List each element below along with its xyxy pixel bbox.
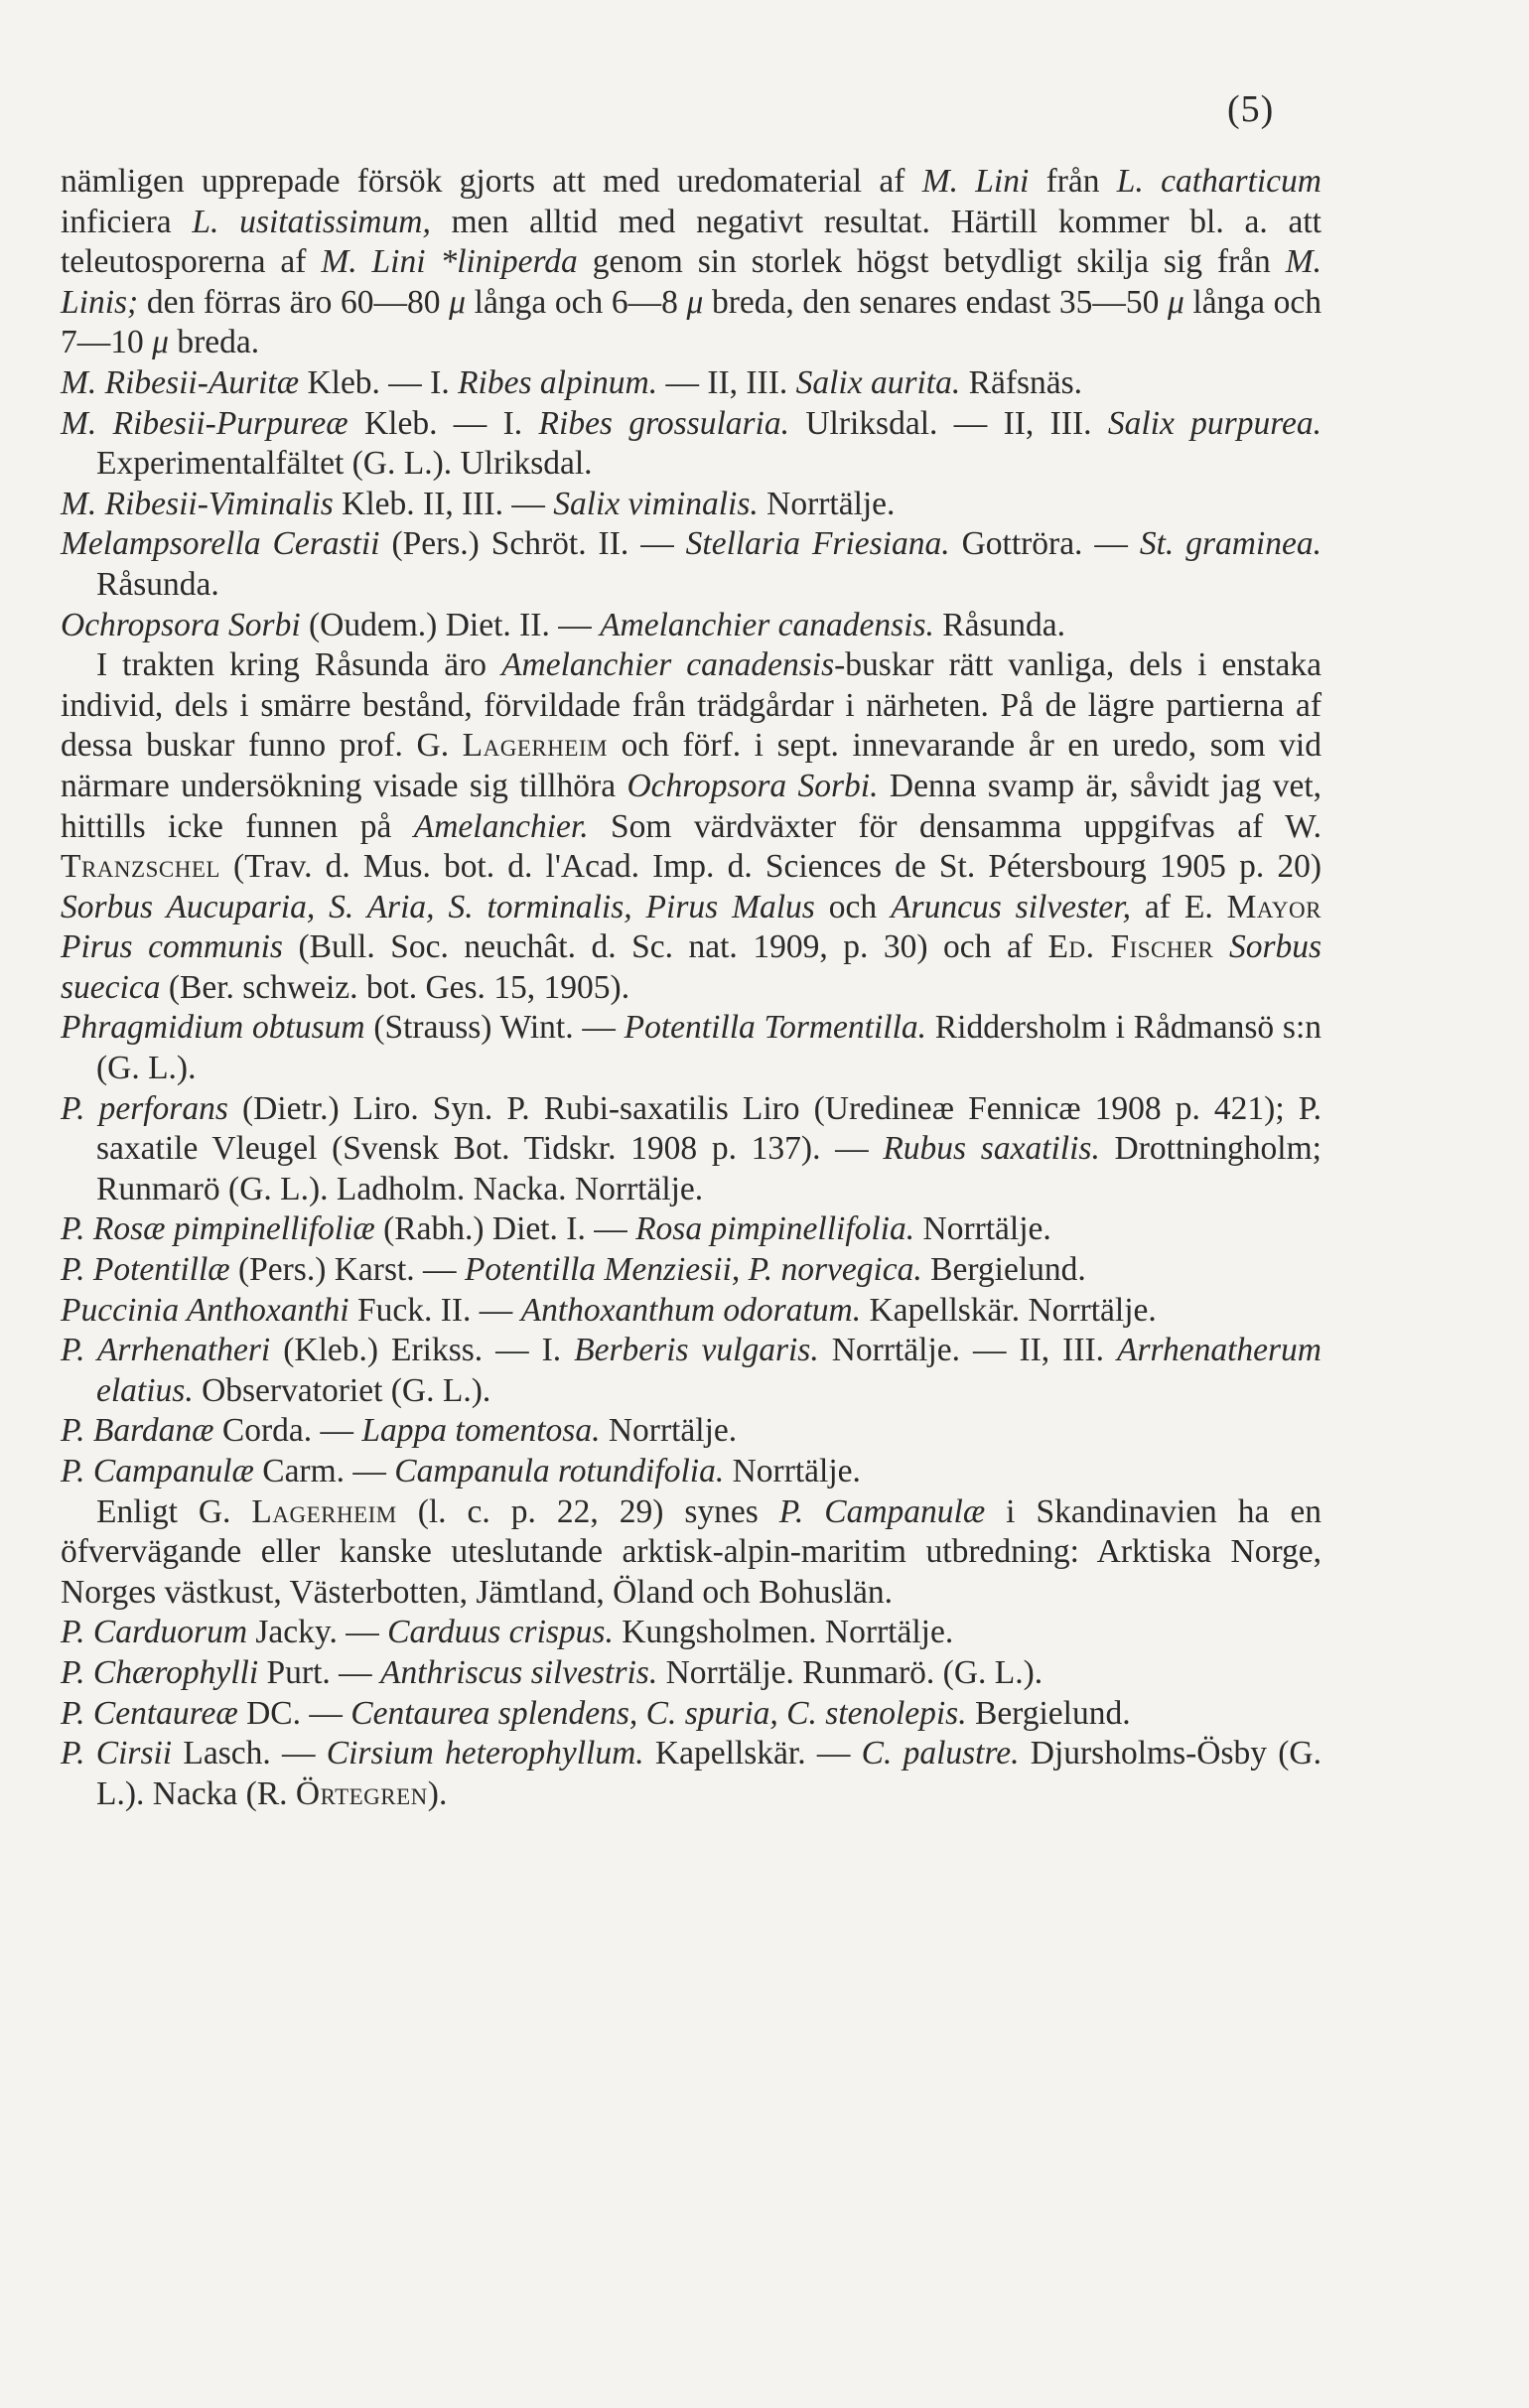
text-run: Norrtälje. <box>758 485 896 522</box>
italic-run: P. Chærophylli <box>61 1653 259 1691</box>
species-entry <box>61 1008 1321 1088</box>
italic-run: Aruncus silvester, <box>891 888 1131 925</box>
species-entry <box>61 1250 1321 1291</box>
text-run: Enligt G. <box>96 1492 252 1530</box>
italic-run: Ribes grossularia. <box>538 404 789 442</box>
text-run: Gottröra. — <box>949 525 1140 563</box>
italic-run: Anthoxanthum odoratum. <box>520 1291 862 1329</box>
italic-run: μ <box>449 283 466 321</box>
text-run: Kleb. II, III. — <box>333 485 554 522</box>
italic-run: Amelanchier. <box>413 807 589 845</box>
species-entry <box>61 1089 1321 1210</box>
italic-run: Anthriscus silvestris. <box>380 1653 658 1691</box>
text-run: (Bull. Soc. neuchât. d. Sc. nat. 1909, p. 30) och af <box>282 928 1048 966</box>
text-run: Som värdväxter för densamma uppgifvas af W. <box>588 807 1321 845</box>
italic-run: Potentilla Tormentilla. <box>624 1009 927 1047</box>
text-run: Kleb. — I. <box>348 404 539 442</box>
italic-run: Salix purpurea. <box>1107 404 1322 442</box>
text-run: (Kleb.) Erikss. — I. <box>270 1332 575 1369</box>
text-run: Djursholms-Ösby (G. L.). Nacka (R. <box>96 1735 1321 1812</box>
text-run: Experimentalfältet (G. L.). Ulriksdal. <box>96 445 593 483</box>
text-run: (Pers.) Karst. — <box>229 1251 465 1289</box>
text-run: Norrtälje. <box>914 1210 1051 1248</box>
italic-run: M. Lini <box>921 163 1030 200</box>
italic-run: P. Campanulæ <box>61 1453 254 1489</box>
text-run: (Oudem.) Diet. II. — <box>300 606 601 643</box>
italic-run: M. Ribesii-Purpureæ <box>61 404 348 442</box>
text-run: Kapellskär. Norrtälje. <box>861 1291 1157 1329</box>
species-entry <box>61 1734 1321 1814</box>
text-run: Purt. — <box>258 1653 381 1691</box>
text-run: (Pers.) Schröt. II. — <box>379 525 686 563</box>
italic-run: L. catharticum <box>1116 163 1321 200</box>
text-run: Råsunda. <box>933 606 1065 643</box>
paragraph <box>61 645 1321 1008</box>
italic-run: μ <box>152 324 169 361</box>
text-run: DC. — <box>237 1694 351 1732</box>
italic-run: Amelanchier canadensis <box>501 646 835 684</box>
text-run: -buskar rätt vanliga, dels i enstaka individ, dels i smärre bestånd, förvildade från trädgårdar i närheten. På de lägre partierna af dessa buskar funno prof. G. <box>61 646 1321 765</box>
text-run: långa och 7—10 <box>61 283 1321 361</box>
italic-run: M. Ribesii-Auritæ <box>61 363 300 401</box>
italic-run: P. Bardanæ <box>61 1412 214 1450</box>
text-run: Corda. — <box>213 1412 362 1450</box>
italic-run: C. palustre. <box>861 1735 1020 1772</box>
italic-run: P. Arrhenatheri <box>61 1332 271 1369</box>
italic-run: P. Carduorum <box>61 1614 248 1651</box>
text-run: ). <box>427 1774 448 1812</box>
text-run: nämligen upprepade försök gjorts att med uredomaterial af <box>61 163 922 200</box>
italic-run: St. graminea. <box>1139 525 1321 563</box>
species-entry <box>61 1653 1321 1694</box>
author-name: Lagerheim <box>462 727 608 765</box>
italic-run: Salix viminalis. <box>553 485 759 522</box>
author-name: Mayor <box>1226 888 1321 925</box>
italic-run: Berberis vulgaris. <box>574 1332 819 1369</box>
species-entry <box>61 1209 1321 1250</box>
italic-run: Amelanchier canadensis. <box>600 606 934 643</box>
text-run: Räfsnäs. <box>960 363 1083 401</box>
species-entry <box>61 1291 1321 1332</box>
text-run: Carm. — <box>253 1453 395 1489</box>
species-entry <box>61 606 1321 646</box>
author-name: Lagerheim <box>251 1492 397 1530</box>
text-run: Observatoriet (G. L.). <box>193 1371 491 1409</box>
italic-run: Salix aurita. <box>795 363 961 401</box>
text-run: den förras äro 60—80 <box>138 283 450 321</box>
text-run: — II, III. <box>657 363 796 401</box>
text-run: (Ber. schweiz. bot. Ges. 15, 1905). <box>160 968 630 1006</box>
text-run: och <box>814 888 892 925</box>
paragraph <box>61 1492 1321 1614</box>
species-entry <box>61 1694 1321 1735</box>
italic-run: Ochropsora Sorbi <box>61 606 301 643</box>
text-run: Bergielund. <box>921 1251 1086 1289</box>
italic-run: Sorbus suecica <box>61 928 1322 1006</box>
text-body <box>61 162 1321 1814</box>
text-run: Ulriksdal. — II, III. <box>788 404 1108 442</box>
text-run <box>1213 928 1229 965</box>
species-entry <box>61 524 1321 605</box>
italic-run: Potentilla Menziesii, P. norvegica. <box>464 1251 922 1289</box>
species-entry <box>61 485 1321 525</box>
italic-run: Arrhenatherum elatius. <box>96 1332 1321 1409</box>
text-run: Norrtälje. — II, III. <box>818 1332 1118 1369</box>
italic-run: Pirus communis <box>61 928 283 966</box>
page-number: (5) <box>1227 88 1275 130</box>
text-run: (Trav. d. Mus. bot. d. l'Acad. Imp. d. Sciences de St. Pétersbourg 1905 p. 20) <box>219 848 1321 886</box>
text-run: från <box>1029 163 1117 200</box>
text-run: breda, den senares endast 35—50 <box>703 283 1168 321</box>
italic-run: Phragmidium obtusum <box>61 1009 365 1047</box>
italic-run: P. Cirsii <box>61 1735 173 1772</box>
italic-run: P. Potentillæ <box>61 1251 230 1289</box>
italic-run: M. Linis; <box>61 243 1321 321</box>
paragraph <box>61 162 1321 363</box>
text-run: Norrtälje. <box>600 1412 738 1450</box>
text-run: (l. c. p. 22, 29) synes <box>396 1492 779 1530</box>
species-entry <box>61 1452 1321 1492</box>
text-run: inficiera <box>61 203 193 240</box>
italic-run: μ <box>1167 283 1184 321</box>
italic-run: Ochropsora Sorbi. <box>626 767 879 804</box>
text-run: af E. <box>1130 888 1227 925</box>
italic-run: Campanula rotundifolia. <box>394 1453 725 1489</box>
text-run: (Rabh.) Diet. I. — <box>374 1210 636 1248</box>
text-run: Kungsholmen. Norrtälje. <box>613 1614 954 1651</box>
text-run: I trakten kring Råsunda äro <box>96 646 502 684</box>
text-run: och förf. i sept. innevarande år en uredo, som vid närmare undersökning visade sig tillhöra <box>61 727 1321 804</box>
italic-run: P. Centaureæ <box>61 1694 238 1732</box>
italic-run: M. Ribesii-Viminalis <box>61 485 334 522</box>
text-run: (Strauss) Wint. — <box>364 1009 625 1047</box>
text-run: Norrtälje. Runmarö. (G. L.). <box>657 1653 1043 1691</box>
text-run: Bergielund. <box>966 1694 1131 1732</box>
text-run: Lasch. — <box>172 1735 327 1772</box>
author-name: Örtegren <box>295 1774 428 1812</box>
text-run: genom sin storlek högst betydligt skilja sig från <box>577 243 1286 281</box>
italic-run: Lappa tomentosa. <box>361 1412 601 1450</box>
author-name: Ed. Fischer <box>1047 928 1214 966</box>
italic-run: Cirsium heterophyllum. <box>326 1735 644 1772</box>
text-run: Kapellskär. — <box>643 1735 862 1772</box>
italic-run: Carduus crispus. <box>387 1614 614 1651</box>
text-run: Drottningholm; Runmarö (G. L.). Ladholm. Nacka. Norrtälje. <box>96 1130 1321 1207</box>
text-run: långa och 6—8 <box>466 283 687 321</box>
italic-run: Rosa pimpinellifolia. <box>635 1210 915 1248</box>
italic-run: Stellaria Friesiana. <box>685 525 950 563</box>
text-run: Kleb. — I. <box>299 363 459 401</box>
italic-run: Centaurea splendens, C. spuria, C. stenolepis. <box>350 1694 967 1732</box>
species-entry <box>61 1613 1321 1653</box>
italic-run: P. Campanulæ <box>778 1492 986 1530</box>
species-entry <box>61 1411 1321 1452</box>
italic-run: Sorbus Aucuparia, S. Aria, S. torminalis, Pirus Malus <box>61 888 815 925</box>
author-name: Tranzschel <box>61 848 220 886</box>
italic-run: M. Lini *liniperda <box>321 243 578 281</box>
text-run: i Skandinavien ha en öfvervägande eller kanske uteslutande arktisk-alpin-maritim utbredning: Arktiska Norge, Norges västkust, Västerbotten, Jämtland, Öland och Bohuslän. <box>61 1492 1321 1611</box>
italic-run: μ <box>686 283 704 321</box>
species-entry <box>61 1331 1321 1411</box>
species-entry <box>61 404 1321 485</box>
text-run: breda. <box>168 324 260 361</box>
italic-run: L. usitatissimum, <box>192 203 431 240</box>
italic-run: Melampsorella Cerastii <box>61 525 380 563</box>
text-run: Norrtälje. <box>724 1453 861 1489</box>
text-run: men alltid med negativt resultat. Härtill kommer bl. a. att teleutosporerna af <box>61 203 1321 281</box>
text-run: Fuck. II. — <box>348 1291 521 1329</box>
text-run: (Dietr.) Liro. Syn. P. Rubi-saxatilis Liro (Uredineæ Fennicæ 1908 p. 421); P. saxatile Vleugel (Svensk Bot. Tidskr. 1908 p. 137). — <box>96 1089 1321 1168</box>
italic-run: P. perforans <box>61 1089 228 1127</box>
text-run: Riddersholm i Rådmansö s:n (G. L.). <box>96 1009 1322 1087</box>
italic-run: P. Rosæ pimpinellifoliæ <box>61 1210 375 1248</box>
text-run: Denna svamp är, såvidt jag vet, hittills icke funnen på <box>61 767 1322 845</box>
italic-run: Puccinia Anthoxanthi <box>61 1291 349 1329</box>
italic-run: Rubus saxatilis. <box>883 1130 1100 1168</box>
italic-run: Ribes alpinum. <box>458 363 658 401</box>
text-run: Jacky. — <box>247 1614 388 1651</box>
species-entry <box>61 363 1321 404</box>
text-run: Råsunda. <box>96 565 219 603</box>
